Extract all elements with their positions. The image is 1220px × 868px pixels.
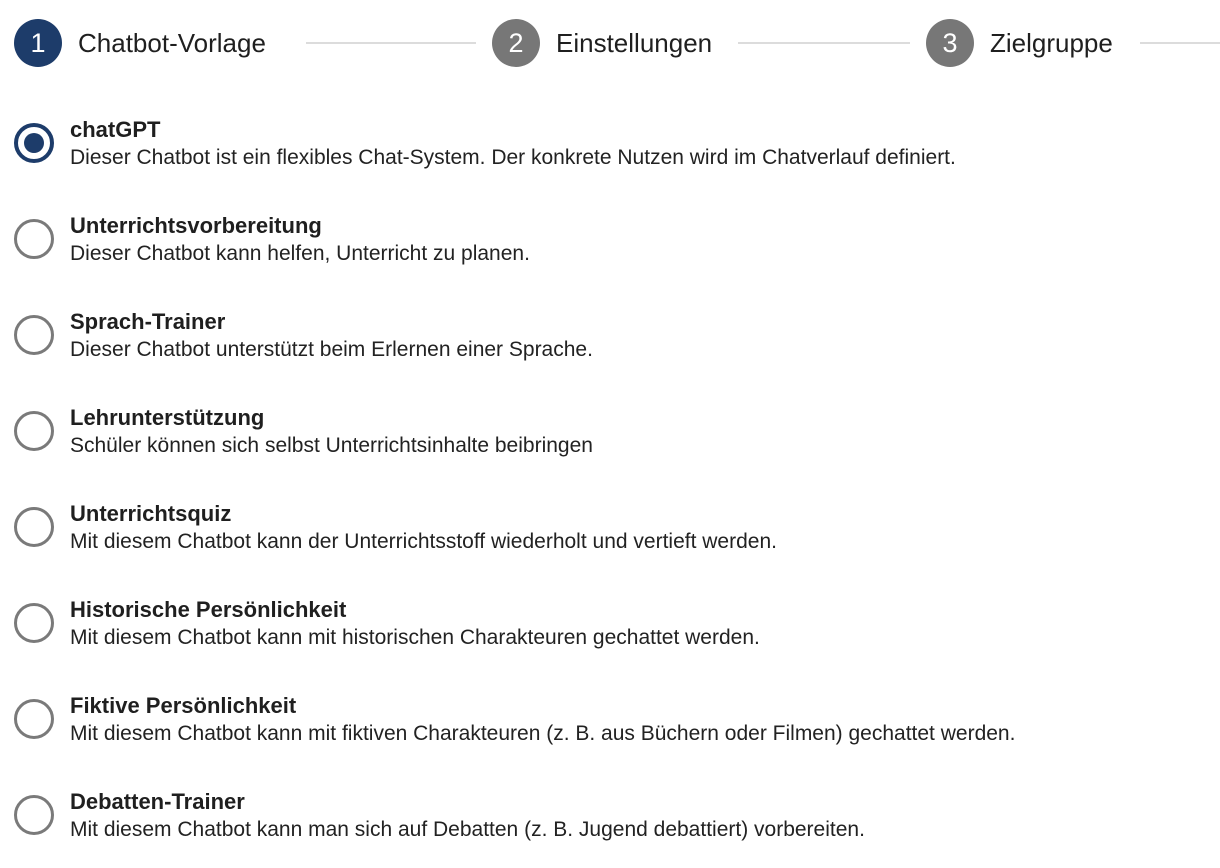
template-option-debatten-trainer[interactable] [0,782,1220,862]
radio-unchecked-icon[interactable] [14,219,54,259]
step-number-badge: 1 [14,19,62,67]
radio-unchecked-icon[interactable] [14,699,54,739]
radio-unchecked-icon[interactable] [14,507,54,547]
step-zielgruppe[interactable] [926,19,1113,67]
radio-unchecked-icon[interactable] [14,603,54,643]
step-chatbot-vorlage[interactable] [14,19,266,67]
option-description: Schüler können sich selbst Unterrichtsinhalte beibringen [70,434,593,457]
radio-unchecked-icon[interactable] [14,795,54,835]
radio-dot-icon [24,133,44,153]
option-description: Dieser Chatbot kann helfen, Unterricht zu planen. [70,242,530,265]
template-option-unterrichtsquiz[interactable] [0,494,1220,574]
option-title: Fiktive Persönlichkeit [70,693,297,718]
step-number-badge: 3 [926,19,974,67]
radio-unchecked-icon[interactable] [14,315,54,355]
step-connector [306,42,476,44]
option-description: Mit diesem Chatbot kann man sich auf Debatten (z. B. Jugend debattiert) vorbereiten. [70,818,865,841]
template-option-historische-persoenlichkeit[interactable] [0,590,1220,670]
template-option-fiktive-persoenlichkeit[interactable] [0,686,1220,766]
step-connector [1140,42,1220,44]
step-number-badge: 2 [492,19,540,67]
step-einstellungen[interactable] [492,19,712,67]
option-title: Sprach-Trainer [70,309,226,334]
radio-unchecked-icon[interactable] [14,411,54,451]
option-title: Unterrichtsvorbereitung [70,213,322,238]
step-connector [738,42,910,44]
option-description: Dieser Chatbot ist ein flexibles Chat-System. Der konkrete Nutzen wird im Chatverlauf definiert. [70,146,956,169]
option-description: Mit diesem Chatbot kann mit fiktiven Charakteuren (z. B. aus Büchern oder Filmen) gechattet werden. [70,722,1016,745]
template-option-chatgpt[interactable] [0,110,1220,190]
option-title: Unterrichtsquiz [70,501,232,526]
radio-checked-icon[interactable] [14,123,54,163]
template-option-lehrunterstuetzung[interactable] [0,398,1220,478]
stepper [0,0,1220,86]
option-title: Lehrunterstützung [70,405,265,430]
template-option-unterrichtsvorbereitung[interactable] [0,206,1220,286]
step-label: Chatbot-Vorlage [78,27,266,58]
option-description: Dieser Chatbot unterstützt beim Erlernen einer Sprache. [70,338,593,361]
option-title: Debatten-Trainer [70,789,245,814]
step-label: Einstellungen [556,27,713,58]
step-label: Zielgruppe [990,27,1113,58]
option-title: chatGPT [70,117,161,142]
option-description: Mit diesem Chatbot kann mit historischen Charakteuren gechattet werden. [70,626,760,649]
template-option-sprach-trainer[interactable] [0,302,1220,382]
option-title: Historische Persönlichkeit [70,597,347,622]
option-description: Mit diesem Chatbot kann der Unterrichtsstoff wiederholt und vertieft werden. [70,530,777,553]
